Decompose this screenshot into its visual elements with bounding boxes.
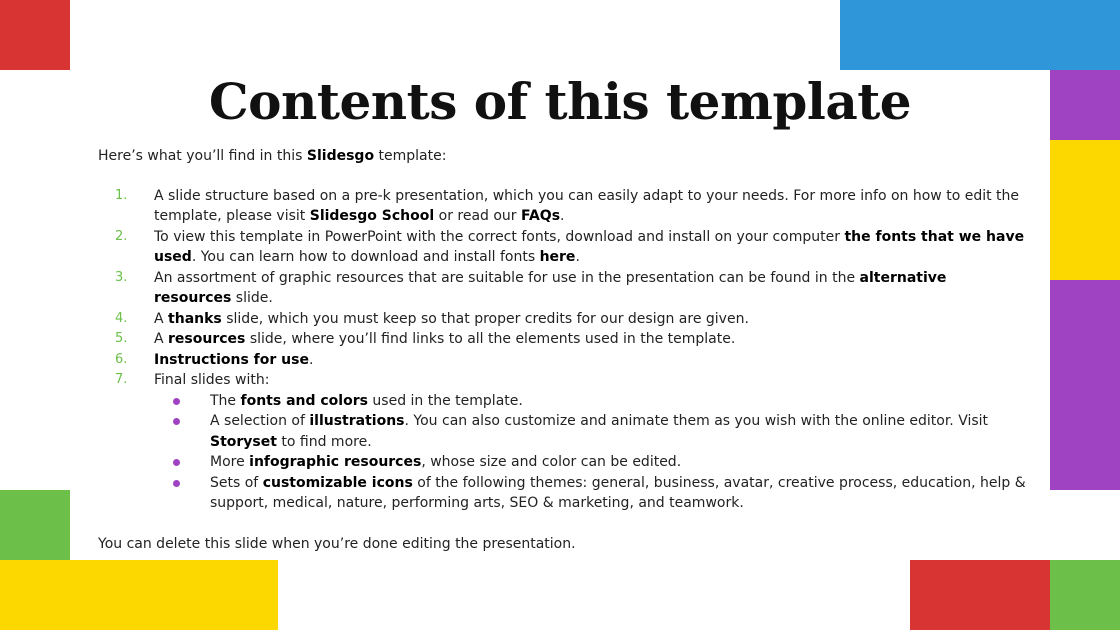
list-item-text	[154, 331, 735, 347]
list-item-text	[154, 311, 749, 327]
bold-text: resources	[168, 331, 246, 347]
bold-text: customizable icons	[262, 474, 413, 491]
list-number: 6.	[115, 351, 128, 367]
text-run: A selection of	[210, 413, 310, 429]
list-number: 3.	[115, 269, 128, 285]
bullet-dot-icon	[173, 398, 180, 405]
bold-text: alternative resources	[154, 269, 947, 306]
text-run: . You can learn how to download and install fonts	[191, 249, 540, 265]
intro-text-after: template:	[374, 148, 447, 164]
intro-brand: Slidesgo	[306, 148, 375, 164]
bold-text: illustrations	[309, 413, 405, 429]
text-run: or read our	[434, 208, 522, 224]
sub-list-item-text	[210, 475, 1026, 512]
text-run: Sets of	[210, 474, 263, 491]
text-run: .	[575, 249, 580, 265]
intro-text-before: Here’s what you’ll find in this	[98, 148, 307, 164]
bold-text: fonts and colors	[240, 392, 368, 409]
list-item	[98, 186, 1028, 227]
text-run: .	[308, 351, 314, 368]
text-run: slide, where you’ll find links to all the elements used in the template.	[245, 331, 736, 347]
text-run: used in the template.	[367, 392, 523, 409]
bold-text: FAQs	[521, 208, 561, 224]
text-run: of the following themes: general, business, avatar, creative process, education, help & support, medical, nature, performing arts, SEO & marketing, and teamwork.	[210, 474, 1026, 511]
sub-list-item	[154, 411, 1028, 452]
decor-block-red-top-left	[0, 0, 70, 70]
text-run: To view this template in PowerPoint with the correct fonts, download and install on your computer	[154, 228, 845, 245]
text-run: Final slides with:	[154, 372, 270, 388]
outro-line: You can delete this slide when you’re done editing the presentation.	[98, 535, 576, 552]
sub-list-item	[154, 452, 1028, 473]
list-number: 1.	[115, 187, 128, 203]
bold-text: Storyset	[210, 433, 277, 450]
decor-block-yellow-right	[1050, 140, 1120, 280]
decor-block-yellow-bottom-left	[0, 560, 278, 630]
text-run: A	[154, 310, 169, 327]
list-item	[98, 268, 1028, 309]
text-run: A slide structure based on a pre-k presentation, which you can easily adapt to your needs. For more info on how to edit the template, please visit	[154, 187, 1020, 224]
bold-text: infographic resources	[249, 454, 422, 470]
list-number: 5.	[115, 331, 128, 346]
text-run: slide.	[231, 290, 273, 306]
bold-text: thanks	[168, 310, 222, 327]
list-item	[98, 329, 1028, 350]
list-number: 2.	[115, 228, 128, 244]
decor-block-green-bottom-left	[0, 490, 70, 560]
list-item-text	[154, 372, 269, 388]
list-item	[98, 370, 1028, 514]
list-item-text	[154, 188, 1019, 225]
decor-block-purple-right-lower	[1050, 280, 1120, 490]
sub-list-item-text	[210, 413, 988, 450]
text-run: to find more.	[276, 433, 372, 450]
bold-text: the fonts that we have used	[154, 228, 1025, 265]
sub-list	[154, 391, 1028, 514]
text-run: The	[210, 392, 241, 409]
text-run: More	[210, 454, 250, 470]
bold-text: here	[539, 249, 576, 265]
bullet-dot-icon	[173, 418, 180, 425]
slide-title: Contents of this template	[208, 72, 912, 131]
bullet-dot-icon	[173, 480, 180, 487]
list-item	[98, 227, 1028, 268]
bullet-dot-icon	[173, 459, 180, 466]
sub-list-item-text	[210, 454, 681, 470]
text-run: slide, which you must keep so that proper credits for our design are given.	[221, 310, 749, 327]
intro-line	[98, 146, 1028, 167]
list-item-text	[154, 270, 946, 307]
decor-block-green-bottom-right	[1050, 560, 1120, 630]
bold-text: Instructions for use	[154, 351, 309, 368]
sub-list-item	[154, 473, 1028, 514]
list-item	[98, 350, 1028, 371]
sub-list-item-text	[210, 393, 523, 409]
list-item-text	[154, 229, 1024, 266]
list-item	[98, 309, 1028, 330]
decor-block-blue-top-right	[840, 0, 1120, 70]
bold-text: Slidesgo School	[309, 208, 435, 224]
list-number: 7.	[115, 372, 128, 387]
contents-list	[98, 186, 1028, 514]
list-number: 4.	[115, 310, 128, 326]
text-run: . You can also customize and animate them as you wish with the online editor. Visit	[404, 413, 989, 429]
text-run: , whose size and color can be edited.	[421, 454, 682, 470]
text-run: A	[154, 331, 169, 347]
text-run: An assortment of graphic resources that are suitable for use in the presentation can be found in the	[154, 269, 860, 286]
slide-content	[98, 146, 1028, 554]
text-run: .	[560, 208, 565, 224]
decor-block-red-bottom-right	[910, 560, 1050, 630]
list-item-text	[154, 352, 313, 368]
sub-list-item	[154, 391, 1028, 412]
